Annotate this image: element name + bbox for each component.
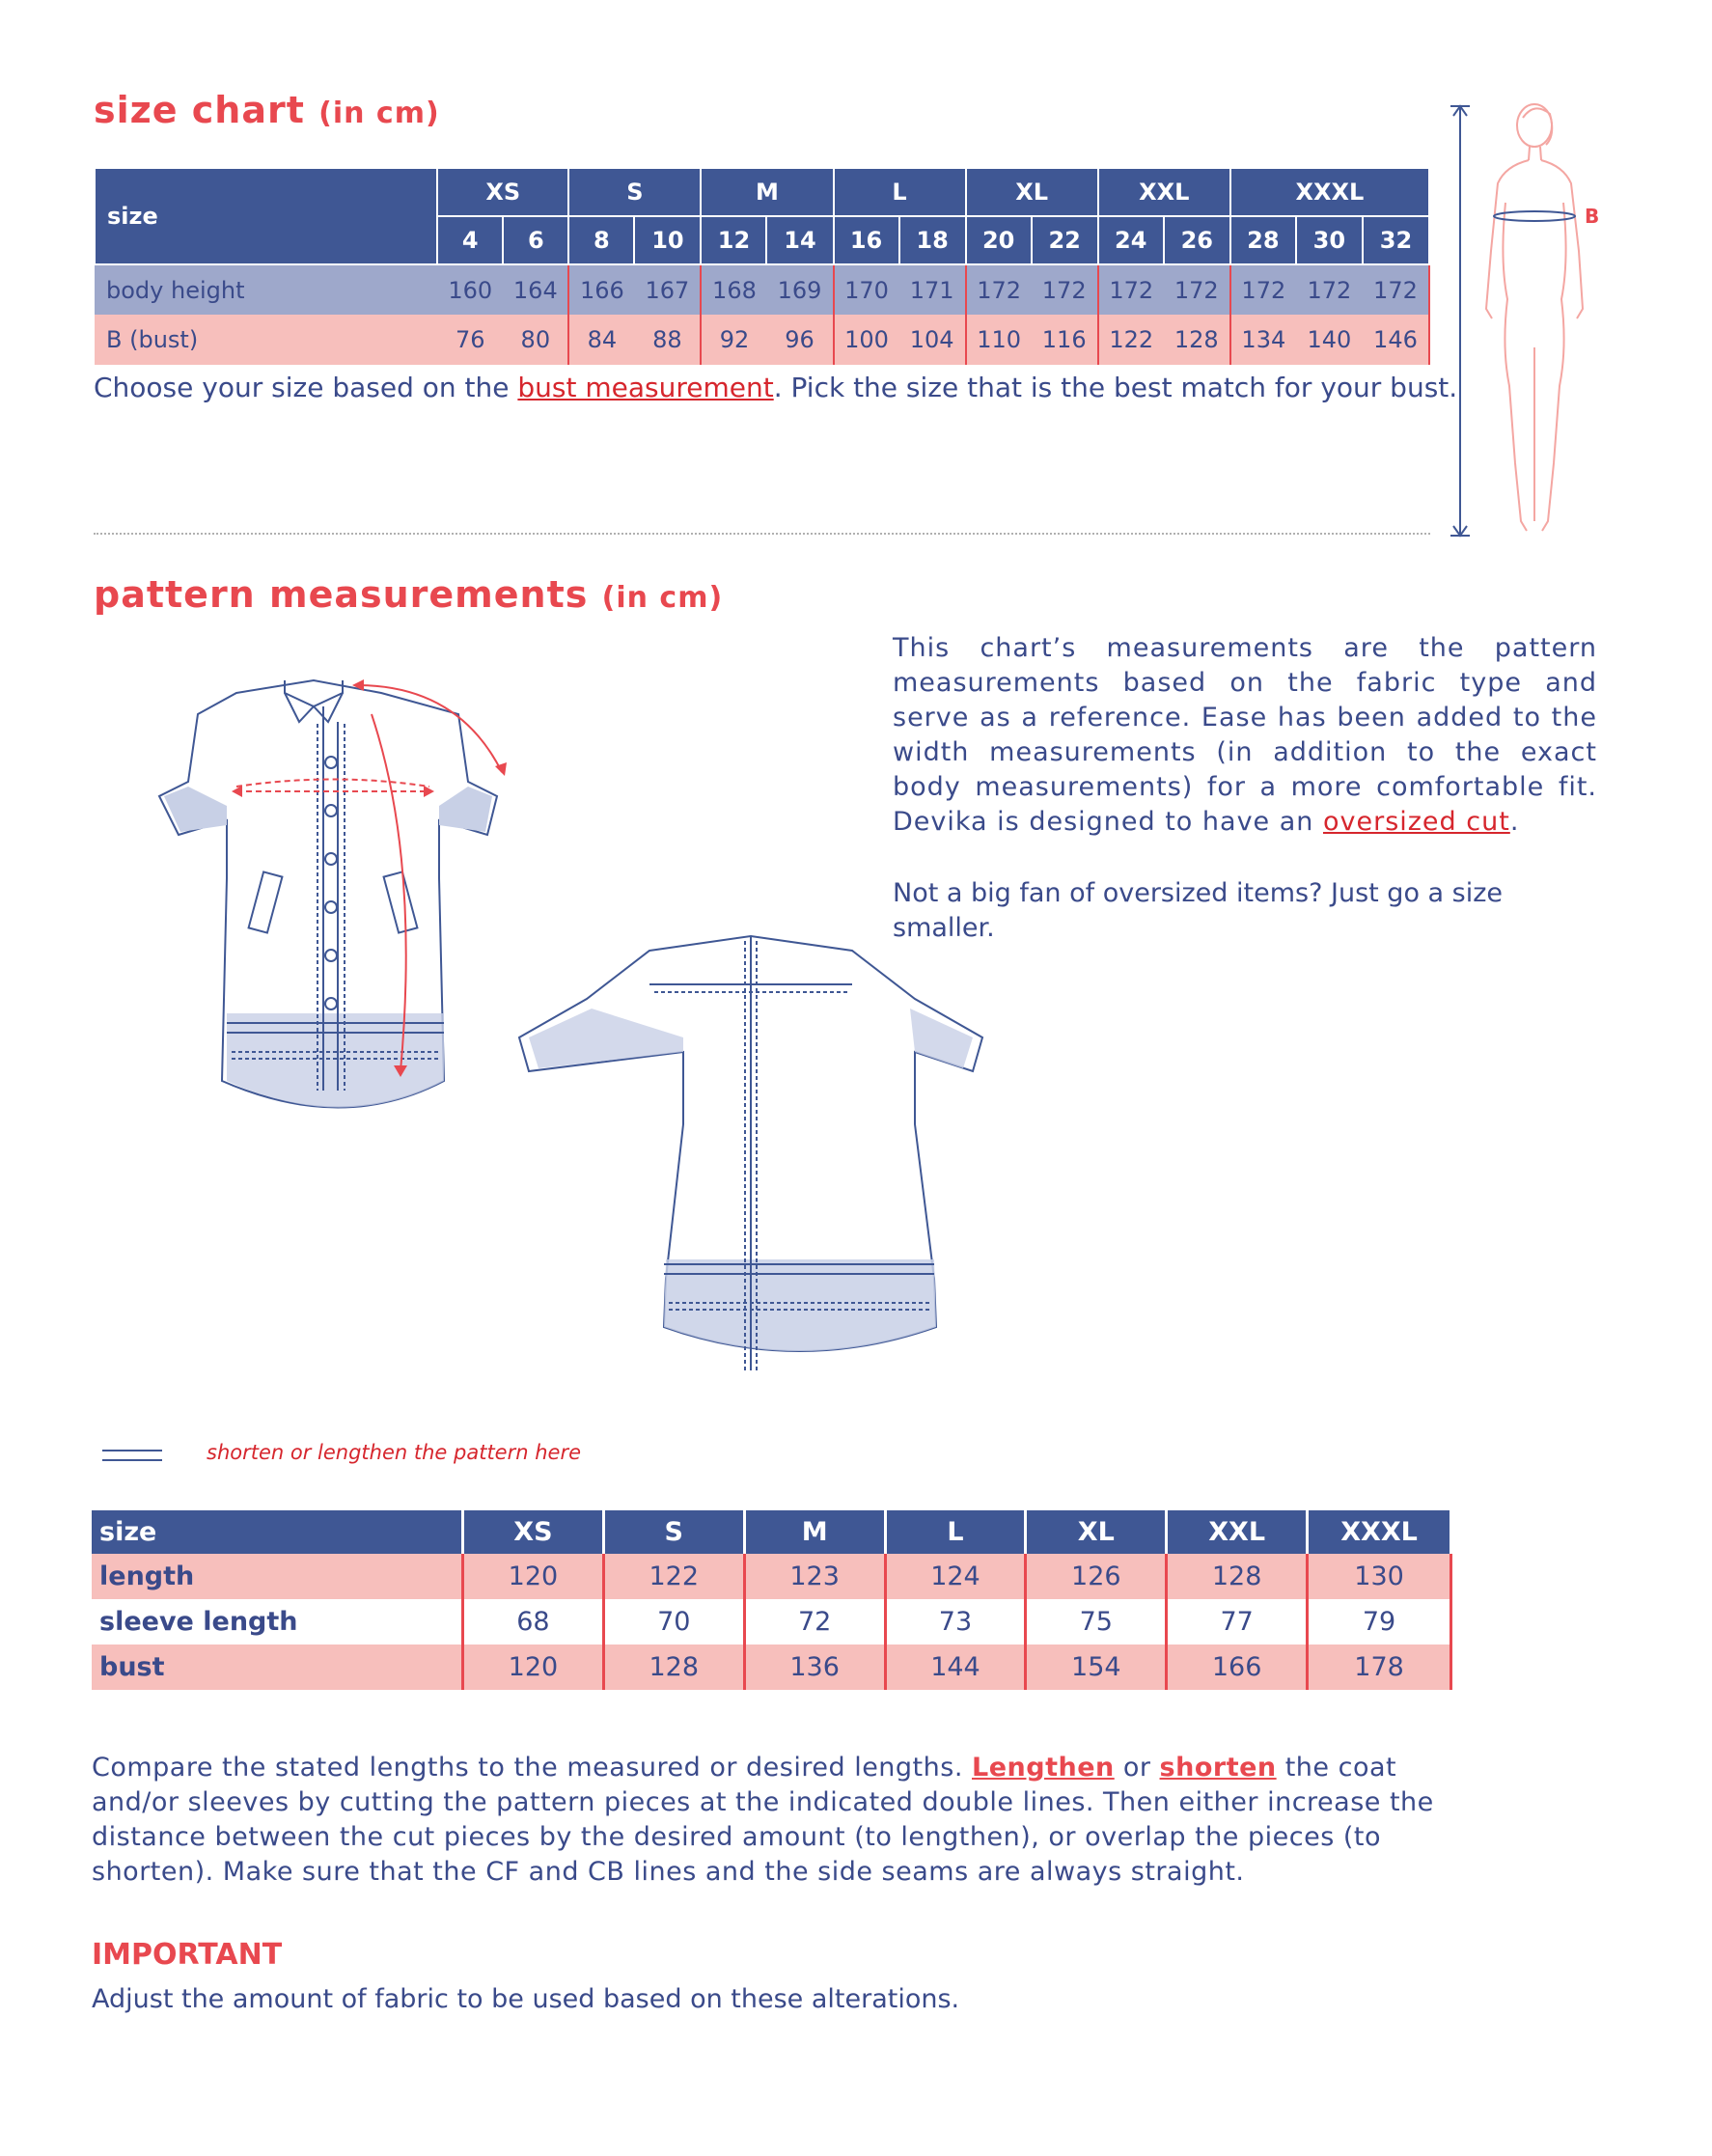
size-group-xxl: XXL — [1098, 168, 1230, 216]
size-group-l: L — [834, 168, 966, 216]
size-num: 30 — [1296, 216, 1363, 264]
sleeve-length-cell: 72 — [744, 1599, 885, 1645]
bust-cell: 100 — [834, 315, 899, 365]
body-height-cell: 169 — [766, 264, 833, 315]
bust-cell: 140 — [1296, 315, 1363, 365]
size-num: 12 — [701, 216, 766, 264]
length-cell: 124 — [885, 1554, 1026, 1599]
size-num: 4 — [437, 216, 503, 264]
body-height-cell: 172 — [1363, 264, 1429, 315]
pattern-description-2: Not a big fan of oversized items? Just go a size smaller. — [893, 878, 1504, 943]
bust-cell: 104 — [899, 315, 966, 365]
bust-row-cell: 136 — [744, 1645, 885, 1690]
section-divider — [94, 533, 1430, 535]
length-label: length — [92, 1554, 463, 1599]
bust-label: B (bust) — [95, 315, 437, 365]
body-height-cell: 172 — [1296, 264, 1363, 315]
measure-size-xxxl: XXXL — [1308, 1510, 1451, 1554]
bust-row-cell: 154 — [1026, 1645, 1167, 1690]
pattern-title-text: pattern measurements — [94, 573, 589, 616]
body-height-cell: 166 — [568, 264, 634, 315]
note-text-end: . Pick the size that is the best match for your bust. — [773, 372, 1458, 403]
body-height-cell: 168 — [701, 264, 766, 315]
pattern-description — [893, 631, 1597, 840]
size-chart-unit: (in cm) — [318, 97, 440, 130]
sleeve-length-cell: 79 — [1308, 1599, 1451, 1645]
sleeve-length-cell: 73 — [885, 1599, 1026, 1645]
size-chart-table — [94, 167, 1430, 365]
important-heading: IMPORTANT — [92, 1938, 283, 1972]
size-num: 6 — [503, 216, 568, 264]
length-cell: 126 — [1026, 1554, 1167, 1599]
body-height-cell: 170 — [834, 264, 899, 315]
instructions-text-end: the coat and/or sleeves by cutting the pattern pieces at the indicated double lines. Then either increase the distance between the cut pieces by the desired amount (to lengthen), or overlap the pieces (to shorten). Make sure that the CF and CB lines and the side seams are always straight. — [92, 1753, 1434, 1887]
body-height-cell: 172 — [1230, 264, 1296, 315]
bust-measurement-link[interactable]: bust measurement — [517, 372, 774, 403]
size-num: 28 — [1230, 216, 1296, 264]
instructions-paragraph — [92, 1751, 1462, 1890]
length-cell: 122 — [603, 1554, 744, 1599]
body-height-cell: 160 — [437, 264, 503, 315]
bust-cell: 116 — [1032, 315, 1098, 365]
size-num: 10 — [634, 216, 701, 264]
length-cell: 120 — [463, 1554, 604, 1599]
measure-size-l: L — [885, 1510, 1026, 1554]
bust-cell: 80 — [503, 315, 568, 365]
size-chart-title-text: size chart — [94, 89, 305, 131]
pattern-measurements-table — [92, 1510, 1452, 1690]
size-header-label: size — [95, 168, 437, 264]
body-height-cell: 167 — [634, 264, 701, 315]
measure-size-xl: XL — [1026, 1510, 1167, 1554]
bust-cell: 76 — [437, 315, 503, 365]
size-num: 26 — [1164, 216, 1230, 264]
size-num: 14 — [766, 216, 833, 264]
bust-row-cell: 144 — [885, 1645, 1026, 1690]
note-text: Choose your size based on the — [94, 372, 518, 403]
shorten-link[interactable]: shorten — [1159, 1753, 1277, 1783]
measure-size-m: M — [744, 1510, 885, 1554]
pattern-measurements-title — [94, 573, 723, 616]
size-num: 16 — [834, 216, 899, 264]
body-height-cell: 172 — [1098, 264, 1164, 315]
sleeve-length-label: sleeve length — [92, 1599, 463, 1645]
bust-cell: 84 — [568, 315, 634, 365]
bust-cell: 134 — [1230, 315, 1296, 365]
bust-measure-line — [1494, 211, 1575, 221]
double-line-legend-icon — [102, 1450, 162, 1461]
measure-size-xxl: XXL — [1167, 1510, 1308, 1554]
sleeve-length-cell: 77 — [1167, 1599, 1308, 1645]
instructions-text: Compare the stated lengths to the measured or desired lengths. — [92, 1753, 972, 1783]
body-height-cell: 171 — [899, 264, 966, 315]
length-cell: 128 — [1167, 1554, 1308, 1599]
length-cell: 130 — [1308, 1554, 1451, 1599]
size-num: 18 — [899, 216, 966, 264]
pattern-desc-end: . — [1509, 807, 1520, 837]
body-height-cell: 164 — [503, 264, 568, 315]
size-num: 22 — [1032, 216, 1098, 264]
size-num: 32 — [1363, 216, 1429, 264]
bust-figure-label: B — [1585, 205, 1600, 228]
bust-cell: 146 — [1363, 315, 1429, 365]
measure-size-header: size — [92, 1510, 463, 1554]
body-height-cell: 172 — [966, 264, 1032, 315]
body-height-label: body height — [95, 264, 437, 315]
body-height-cell: 172 — [1032, 264, 1098, 315]
bust-cell: 122 — [1098, 315, 1164, 365]
sleeve-length-cell: 75 — [1026, 1599, 1167, 1645]
bust-cell: 92 — [701, 315, 766, 365]
size-group-xxxl: XXXL — [1230, 168, 1429, 216]
bust-cell: 110 — [966, 315, 1032, 365]
important-text: Adjust the amount of fabric to be used based on these alterations. — [92, 1984, 960, 2014]
bust-cell: 88 — [634, 315, 701, 365]
body-height-cell: 172 — [1164, 264, 1230, 315]
size-num: 20 — [966, 216, 1032, 264]
bust-row-cell: 128 — [603, 1645, 744, 1690]
bust-row-label: bust — [92, 1645, 463, 1690]
size-num: 24 — [1098, 216, 1164, 264]
legend-text: shorten or lengthen the pattern here — [207, 1441, 581, 1464]
length-cell: 123 — [744, 1554, 885, 1599]
bust-row-cell: 120 — [463, 1645, 604, 1690]
measure-size-s: S — [603, 1510, 744, 1554]
measure-size-xs: XS — [463, 1510, 604, 1554]
bust-cell: 96 — [766, 315, 833, 365]
size-chart-title — [94, 89, 440, 131]
bust-cell: 128 — [1164, 315, 1230, 365]
sleeve-length-cell: 70 — [603, 1599, 744, 1645]
size-group-xs: XS — [437, 168, 568, 216]
bust-row-cell: 178 — [1308, 1645, 1451, 1690]
pattern-unit: (in cm) — [601, 581, 724, 615]
size-group-xl: XL — [966, 168, 1098, 216]
size-num: 8 — [568, 216, 634, 264]
pattern-desc-text: This chart’s measurements are the pattern measurements based on the fabric type and serve as a reference. Ease has been added to the width measurements (in addition to the exact body measurements) for a more comfortable fit. Devika is designed to have an — [893, 633, 1597, 837]
bust-row-cell: 166 — [1167, 1645, 1308, 1690]
size-group-s: S — [568, 168, 701, 216]
body-figure-illustration — [1438, 97, 1631, 550]
size-group-m: M — [701, 168, 833, 216]
back-coat-illustration — [510, 931, 992, 1380]
oversized-cut-link[interactable]: oversized cut — [1322, 807, 1510, 837]
lengthen-link[interactable]: Lengthen — [972, 1753, 1115, 1783]
sleeve-length-cell: 68 — [463, 1599, 604, 1645]
instructions-text-or: or — [1114, 1753, 1160, 1783]
size-chart-note — [94, 371, 1464, 405]
